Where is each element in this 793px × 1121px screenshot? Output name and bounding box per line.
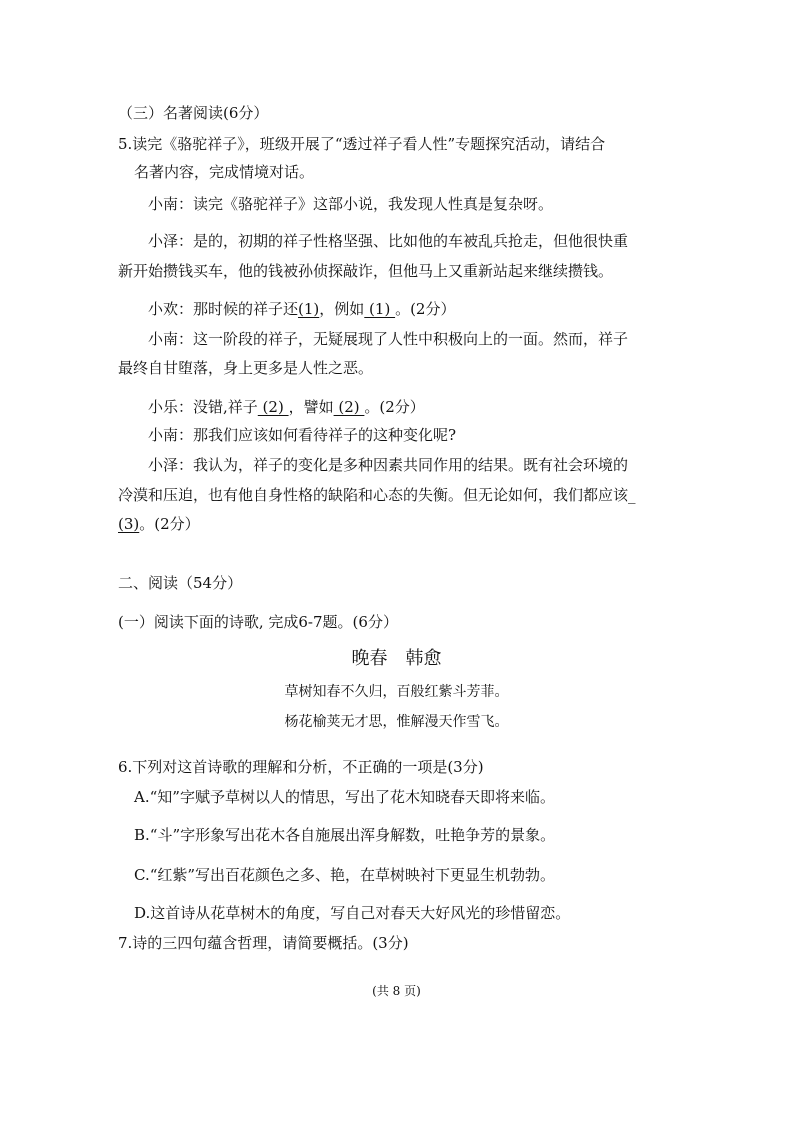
dialogue-le xyxy=(148,397,425,417)
huan-text-b: ，例如 xyxy=(319,300,365,318)
poem-author: 韩愈 xyxy=(405,648,442,669)
dialogue-nan-2-line2: 最终自甘堕落，身上更多是人性之恶。 xyxy=(118,359,374,377)
poem-line-2: 杨花榆荚无才思，惟解漫天作雪飞。 xyxy=(284,714,509,730)
part2-heading: 二、阅读（54分） xyxy=(118,574,243,592)
blank-2b[interactable]: (2) xyxy=(333,398,365,416)
q6-option-a[interactable]: A.“知”字赋予草树以人的情思，写出了花木知晓春天即将来临。 xyxy=(134,788,555,806)
blank-3[interactable]: (3) xyxy=(118,515,140,533)
dialogue-huan xyxy=(148,299,455,319)
q7-stem: 7.诗的三四句蕴含哲理，请简要概括。(3分) xyxy=(118,934,409,952)
dialogue-nan-2-line1: 小南：这一阶段的祥子，无疑展现了人性中积极向上的一面。然而，祥子 xyxy=(148,330,629,348)
blank-2a[interactable]: (2) xyxy=(257,398,289,416)
dialogue-ze-2-line2: 冷漠和压迫，也有他自身性格的缺陷和心态的失衡。但无论如何，我们都应该_ xyxy=(118,486,636,504)
page-footer: (共 8 页) xyxy=(372,984,421,998)
dialogue-nan-3: 小南：那我们应该如何看待祥子的这种变化呢? xyxy=(148,426,457,444)
q6-stem: 6.下列对这首诗歌的理解和分析，不正确的一项是(3分) xyxy=(118,758,484,776)
q5-line1: 5.读完《骆驼祥子》，班级开展了“透过祥子看人性”专题探究活动，请结合 xyxy=(118,135,606,153)
huan-text-c: 。(2分） xyxy=(395,300,456,318)
q6-option-d[interactable]: D.这首诗从花草树木的角度，写自己对春天大好风光的珍惜留恋。 xyxy=(134,904,571,922)
blank-1b[interactable]: (1) xyxy=(364,300,396,318)
le-text-b: ，譬如 xyxy=(288,398,334,416)
q5-line2: 名著内容，完成情境对话。 xyxy=(134,163,315,181)
section3-heading: （三）名著阅读(6分） xyxy=(118,104,269,122)
q6-option-c[interactable]: C.“红紫”写出百花颜色之多、艳，在草树映衬下更显生机勃勃。 xyxy=(134,866,556,884)
dialogue-ze-2-line1: 小泽：我认为，祥子的变化是多种因素共同作用的结果。既有社会环境的 xyxy=(148,456,629,474)
blank-1a[interactable]: (1) xyxy=(298,300,320,318)
dialogue-ze-2-line3 xyxy=(118,514,200,534)
q6-option-b[interactable]: B.“斗”字形象写出花木各自施展出浑身解数，吐艳争芳的景象。 xyxy=(134,826,556,844)
ze2-end: 。(2分） xyxy=(139,515,200,533)
poem-line-1: 草树知春不久归，百般红紫斗芳菲。 xyxy=(284,684,509,700)
dialogue-ze-1-line1: 小泽：是的，初期的祥子性格坚强、比如他的车被乱兵抢走，但他很快重 xyxy=(148,232,629,250)
sub1-heading: (一）阅读下面的诗歌, 完成6-7题。(6分） xyxy=(118,613,398,631)
huan-text-a: 小欢：那时候的祥子还 xyxy=(148,300,299,318)
le-text-a: 小乐：没错,祥子 xyxy=(148,398,258,416)
le-text-c: 。(2分） xyxy=(364,398,425,416)
dialogue-ze-1-line2: 新开始攒钱买车，他的钱被孙侦探敲诈，但他马上又重新站起来继续攒钱。 xyxy=(118,262,614,280)
poem-title: 晚春 xyxy=(351,648,388,669)
dialogue-nan-1: 小南：读完《骆驼祥子》这部小说，我发现人性真是复杂呀。 xyxy=(148,195,554,213)
poem-title-line xyxy=(0,648,793,670)
